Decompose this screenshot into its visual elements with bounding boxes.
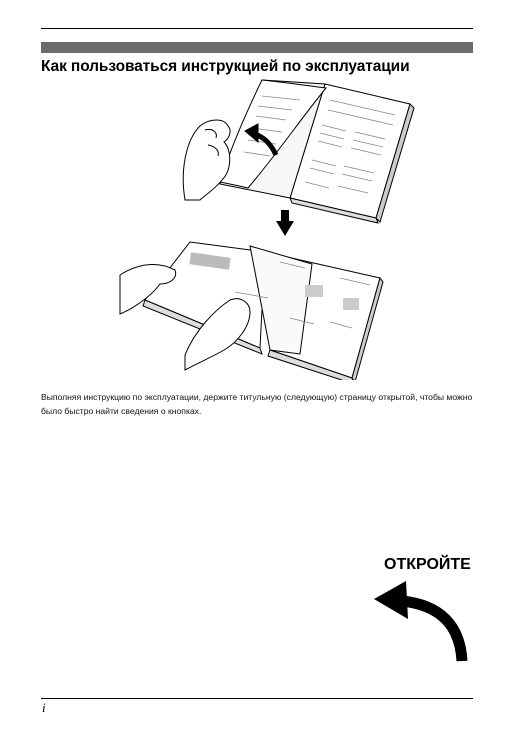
- bottom-rule: [41, 698, 473, 699]
- lower-book: [120, 242, 383, 380]
- open-label: ОТКРОЙТЕ: [384, 556, 471, 573]
- upper-book: [183, 80, 414, 223]
- arrow-down-icon: [276, 210, 294, 236]
- page-title: Как пользоваться инструкцией по эксплуатации: [41, 58, 410, 75]
- page-number: i: [42, 700, 46, 715]
- caption-text: Выполняя инструкцию по эксплуатации, держите титульную (следующую) страницу открытой, чтобы можно было быстро найти сведения о кнопках.: [41, 392, 473, 416]
- open-arrow-icon: [360, 575, 470, 665]
